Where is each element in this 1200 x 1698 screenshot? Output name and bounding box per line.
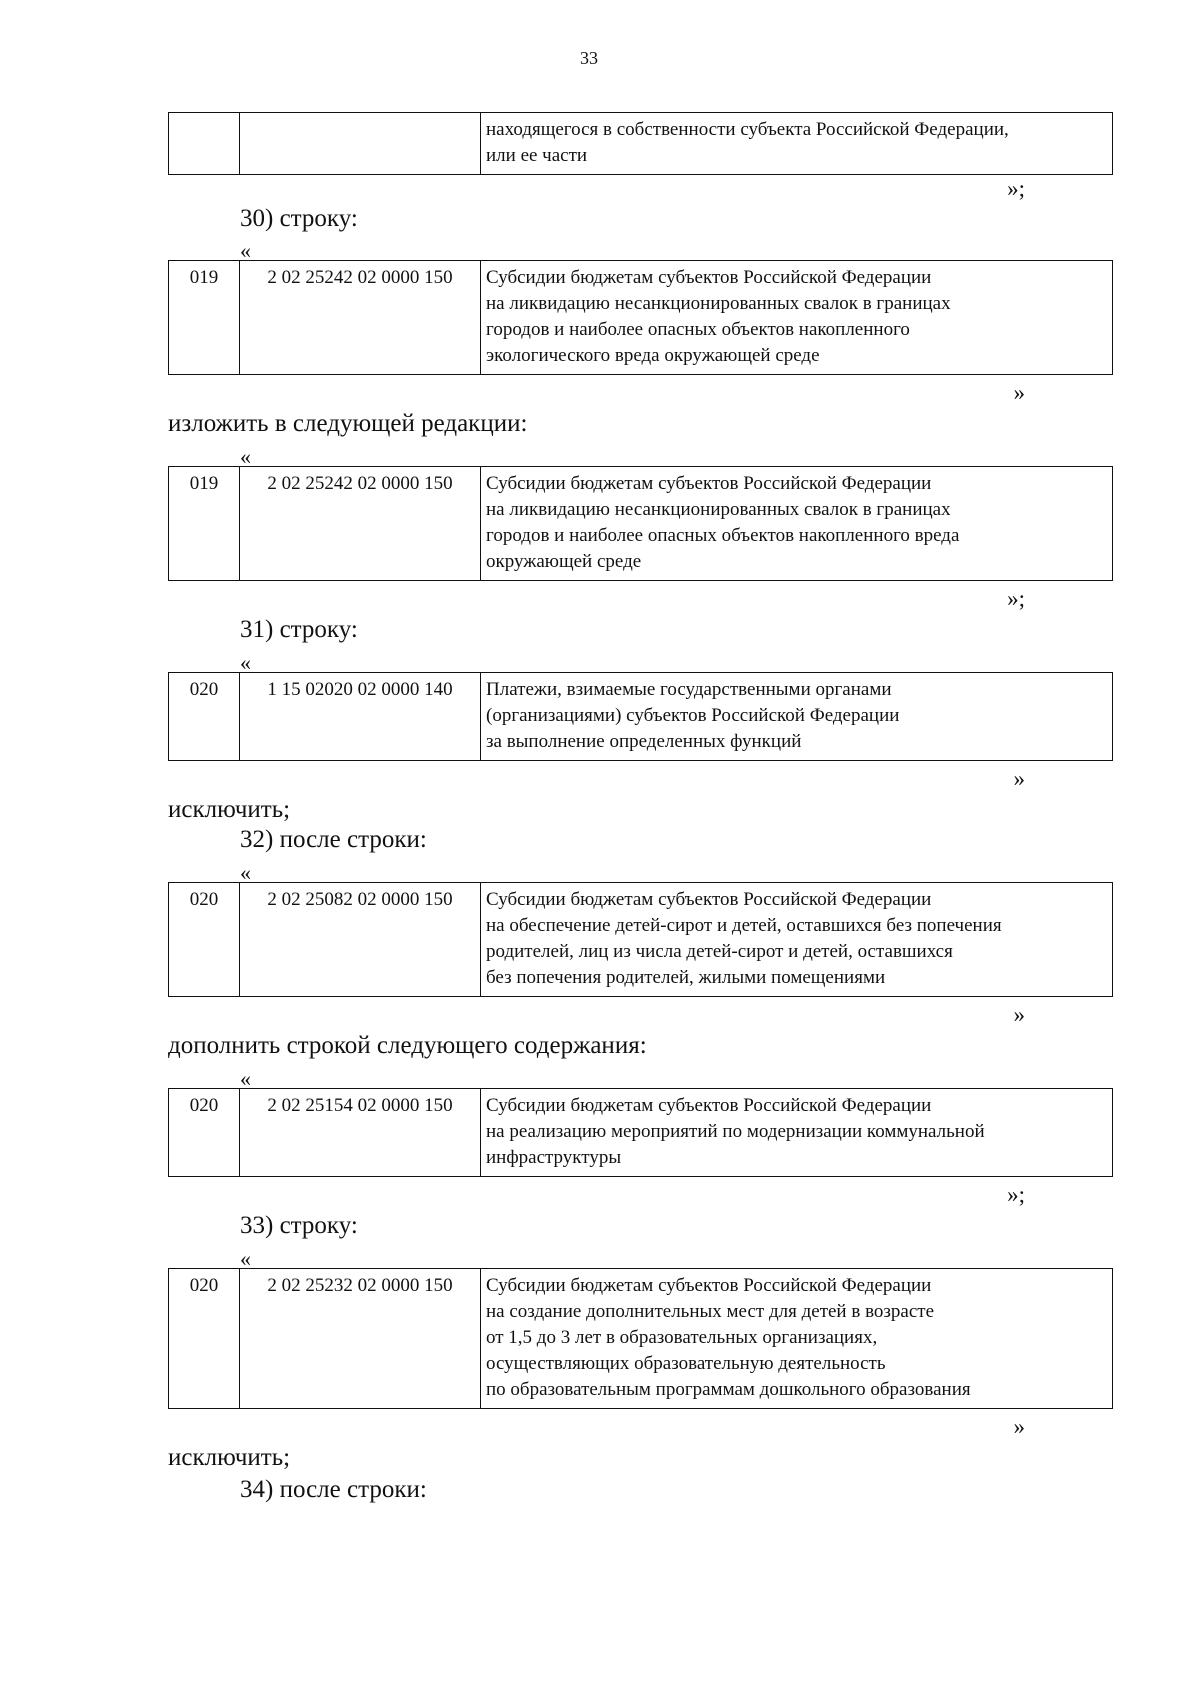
closing-quote: » xyxy=(1013,1414,1025,1439)
instruction-new-edition: изложить в следующей редакции: xyxy=(168,410,528,437)
description-cell xyxy=(481,1269,1113,1409)
description-line: родителей, лиц из числа детей-сирот и детей, оставшихся xyxy=(486,941,953,962)
description-cell xyxy=(481,113,1113,175)
table-continuation xyxy=(168,112,1113,175)
page-number: 33 xyxy=(580,48,598,68)
code-cell: 019 xyxy=(169,467,240,581)
description-line: от 1,5 до 3 лет в образовательных организациях, xyxy=(486,1327,878,1348)
description-line: на обеспечение детей-сирот и детей, оставшихся без попечения xyxy=(486,915,1002,936)
code-cell: 020 xyxy=(169,1089,240,1177)
kbk-cell: 2 02 25154 02 0000 150 xyxy=(240,1089,481,1177)
description-line: за выполнение определенных функций xyxy=(486,731,802,752)
table-row xyxy=(169,261,1113,375)
instruction-exclude: исключить; xyxy=(168,796,291,823)
table-row xyxy=(169,1269,1113,1409)
description-cell xyxy=(481,673,1113,761)
instruction-add-row: дополнить строкой следующего содержания: xyxy=(168,1032,647,1059)
description-line: на ликвидацию несанкционированных свалок в границах xyxy=(486,293,951,314)
description-line: экологического вреда окружающей среде xyxy=(486,345,820,366)
description-line: по образовательным программам дошкольного образования xyxy=(486,1379,971,1400)
code-cell xyxy=(169,113,240,175)
opening-quote: « xyxy=(240,238,251,263)
description-line: без попечения родителей, жилыми помещениями xyxy=(486,967,886,988)
code-cell: 019 xyxy=(169,261,240,375)
description-line: Субсидии бюджетам субъектов Российской Федерации xyxy=(486,267,932,288)
description-line: городов и наиболее опасных объектов накопленного xyxy=(486,319,910,340)
closing-quote: » xyxy=(1013,380,1025,405)
closing-quote: » xyxy=(1013,766,1025,791)
instruction-32: 32) после строки: xyxy=(240,826,427,853)
opening-quote: « xyxy=(240,444,251,469)
kbk-cell: 2 02 25232 02 0000 150 xyxy=(240,1269,481,1409)
description-line: Платежи, взимаемые государственными органами xyxy=(486,679,892,700)
opening-quote: « xyxy=(240,650,251,675)
kbk-cell xyxy=(240,113,481,175)
description-cell xyxy=(481,261,1113,375)
kbk-cell: 1 15 02020 02 0000 140 xyxy=(240,673,481,761)
code-cell: 020 xyxy=(169,1269,240,1409)
table-row-32-after xyxy=(168,882,1113,997)
description-cell xyxy=(481,883,1113,997)
table-row xyxy=(169,113,1113,175)
table-row xyxy=(169,467,1113,581)
description-line: на ликвидацию несанкционированных свалок в границах xyxy=(486,499,951,520)
table-row xyxy=(169,883,1113,997)
closing-quote: » xyxy=(1013,1002,1025,1027)
description-line: Субсидии бюджетам субъектов Российской Федерации xyxy=(486,1095,932,1116)
description-line: Субсидии бюджетам субъектов Российской Федерации xyxy=(486,889,932,910)
description-line: инфраструктуры xyxy=(486,1147,622,1168)
table-row-30-old xyxy=(168,260,1113,375)
kbk-cell: 2 02 25082 02 0000 150 xyxy=(240,883,481,997)
description-cell xyxy=(481,467,1113,581)
closing-quote: »; xyxy=(1007,1182,1025,1207)
description-line: на создание дополнительных мест для детей в возрасте xyxy=(486,1301,935,1322)
table-row-32-new xyxy=(168,1088,1113,1177)
opening-quote: « xyxy=(240,1246,251,1271)
table-row-30-new xyxy=(168,466,1113,581)
instruction-33: 33) строку: xyxy=(240,1212,358,1239)
kbk-cell: 2 02 25242 02 0000 150 xyxy=(240,467,481,581)
opening-quote: « xyxy=(240,860,251,885)
instruction-31: 31) строку: xyxy=(240,616,358,643)
opening-quote: « xyxy=(240,1066,251,1091)
table-row-31 xyxy=(168,672,1113,761)
description-line: (организациями) субъектов Российской Федерации xyxy=(486,705,900,726)
description-line: окружающей среде xyxy=(486,551,642,572)
description-line: Субсидии бюджетам субъектов Российской Федерации xyxy=(486,1275,932,1296)
description-line: осуществляющих образовательную деятельность xyxy=(486,1353,886,1374)
description-line: находящегося в собственности субъекта Российской Федерации, xyxy=(486,119,1009,140)
kbk-cell: 2 02 25242 02 0000 150 xyxy=(240,261,481,375)
description-line: городов и наиболее опасных объектов накопленного вреда xyxy=(486,525,960,546)
code-cell: 020 xyxy=(169,883,240,997)
description-line: или ее части xyxy=(486,145,588,166)
table-row-33 xyxy=(168,1268,1113,1409)
table-row xyxy=(169,1089,1113,1177)
table-row xyxy=(169,673,1113,761)
instruction-30: 30) строку: xyxy=(240,205,358,232)
instruction-34: 34) после строки: xyxy=(240,1476,427,1503)
description-line: на реализацию мероприятий по модернизации коммунальной xyxy=(486,1121,985,1142)
code-cell: 020 xyxy=(169,673,240,761)
description-line: Субсидии бюджетам субъектов Российской Федерации xyxy=(486,473,932,494)
description-cell xyxy=(481,1089,1113,1177)
instruction-exclude: исключить; xyxy=(168,1444,291,1471)
closing-quote: »; xyxy=(1007,586,1025,611)
closing-quote: »; xyxy=(1007,176,1025,201)
